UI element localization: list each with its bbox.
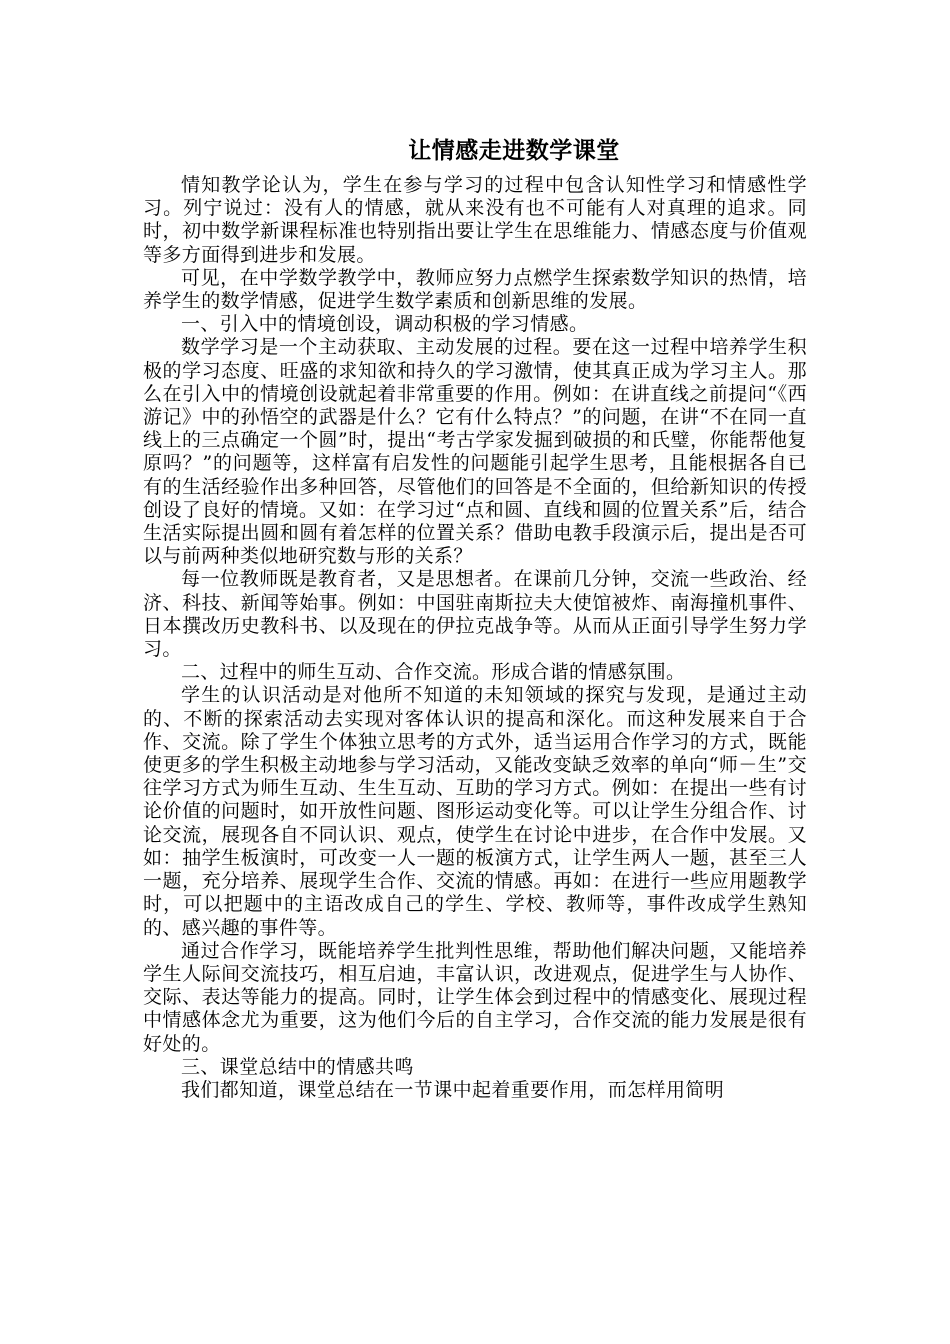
section-heading-2: 二、过程中的师生互动、合作交流。形成合谐的情感氛围。 (181, 661, 686, 684)
document-page (143, 128, 807, 1102)
paragraph-section2-a: 学生的认识活动是对他所不知道的未知领域的探究与发现，是通过主动的、不断的探索活动去实现对客体认识的提高和深化。而这种发展来自于合作、交流。除了学生个体独立思考的方式外，适当运用合作学习的方式，既能使更多的学生积极主动地参与学习活动，又能改变缺乏效率的单向“师－生”交往学习方式为师生互动、生生互动、互助的学习方式。例如：在提出一些有讨论价值的问题时，如开放性问题、图形运动变化等。可以让学生分组合作、讨论交流，展现各自不同认识、观点，使学生在讨论中进步，在合作中发展。又如：抽学生板演时，可改变一人一题的板演方式，让学生两人一题，甚至三人一题，充分培养、展现学生合作、交流的情感。再如：在进行一些应用题教学时，可以把题中的主语改成自己的学生、学校、教师等，事件改成学生熟知的、感兴趣的事件等。 (143, 684, 807, 939)
paragraph-section2-b: 通过合作学习，既能培养学生批判性思维，帮助他们解决问题，又能培养学生人际间交流技巧，相互启迪，丰富认识，改进观点，促进学生与人协作、交际、表达等能力的提高。同时，让学生体会到过程中的情感变化、展现过程中情感体念尤为重要，这为他们今后的自主学习，合作交流的能力发展是很有好处的。 (143, 939, 807, 1055)
paragraph-intro: 情知教学论认为，学生在参与学习的过程中包含认知性学习和情感性学习。列宁说过：没有人的情感，就从来没有也不可能有人对真理的追求。同时，初中数学新课程标准也特别指出要让学生在思维能力、情感态度与价值观等多方面得到进步和发展。 (143, 174, 807, 266)
paragraph-section1-b: 每一位教师既是教育者，又是思想者。在课前几分钟，交流一些政治、经济、科技、新闻等始事。例如：中国驻南斯拉夫大使馆被炸、南海撞机事件、日本撰改历史教科书、以及现在的伊拉克战争等。从而从正面引导学生努力学习。 (143, 568, 807, 661)
paragraph-section1-a: 数学学习是一个主动获取、主动发展的过程。要在这一过程中培养学生积极的学习态度、旺盛的求知欲和持久的学习激情，使其真正成为学习主人。那么在引入中的情境创设就起着非常重要的作用。例如：在讲直线之前提问“《西游记》中的孙悟空的武器是什么？它有什么特点？”的问题，在讲“不在同一直线上的三点确定一个圆”时，提出“考古学家发掘到破损的和氏璧，你能帮他复原吗？”的问题等，这样富有启发性的问题能引起学生思考，且能根据各自已有的生活经验作出多种回答，尽管他们的回答是不全面的，但给新知识的传授创设了良好的情境。又如：在学习过“点和圆、直线和圆的位置关系”后，结合生活实际提出圆和圆有着怎样的位置关系？借助电教手段演示后，提出是否可以与前两种类似地研究数与形的关系？ (143, 336, 807, 568)
section-heading-3: 三、课堂总结中的情感共鸣 (181, 1055, 414, 1078)
section-heading-1: 一、引入中的情境创设，调动积极的学习情感。 (181, 313, 589, 336)
document-title: 让情感走进数学课堂 (408, 137, 620, 164)
paragraph-summary: 可见，在中学数学教学中，教师应努力点燃学生探索数学知识的热情，培养学生的数学情感，促进学生数学素质和创新思维的发展。 (143, 266, 807, 313)
paragraph-section3-a: 我们都知道，课堂总结在一节课中起着重要作用，而怎样用简明 (181, 1078, 725, 1101)
